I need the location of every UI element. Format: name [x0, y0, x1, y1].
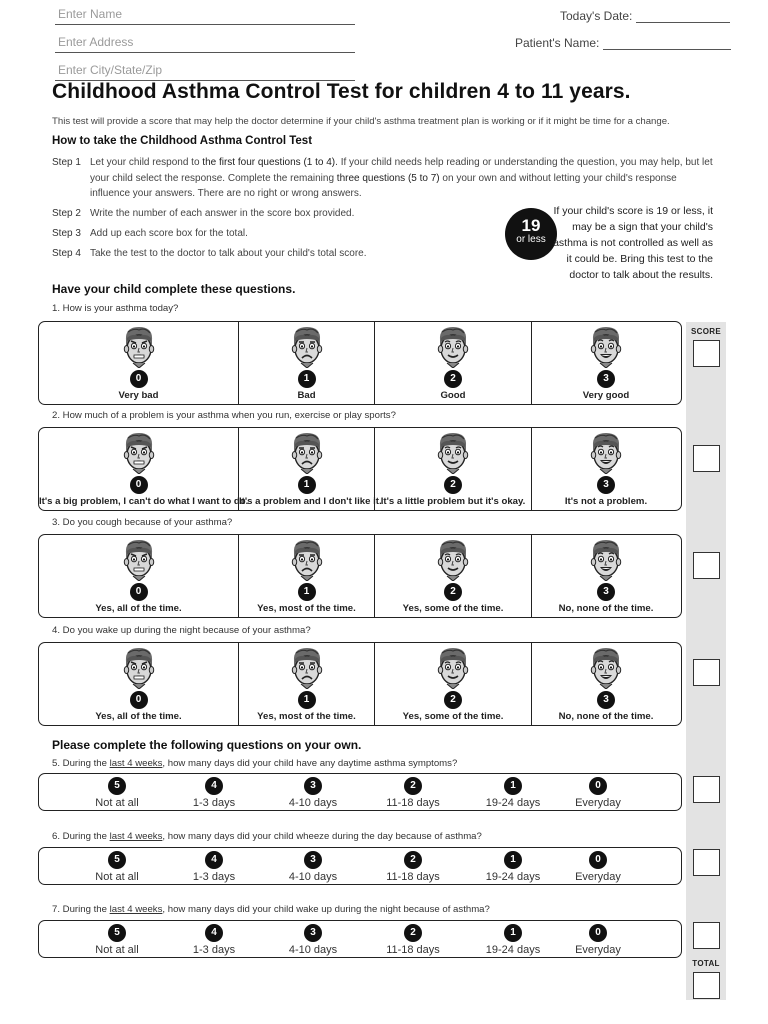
answer-option[interactable]	[532, 322, 680, 404]
answer-option[interactable]	[558, 851, 638, 883]
answer-score-number: 2	[404, 924, 422, 942]
answer-option[interactable]	[39, 535, 239, 617]
answer-option[interactable]	[558, 924, 638, 956]
answer-label: Yes, most of the time.	[257, 711, 356, 722]
answer-option[interactable]	[77, 924, 157, 956]
answer-score-number: 5	[108, 924, 126, 942]
step-3-label: Step 3	[52, 228, 81, 239]
answer-option[interactable]	[532, 428, 680, 510]
answer-score-number: 2	[444, 583, 462, 601]
answer-score-number: 1	[504, 924, 522, 942]
answer-option[interactable]	[239, 428, 382, 510]
total-score-box[interactable]	[693, 972, 720, 999]
answer-score-number: 2	[404, 851, 422, 869]
step-1	[52, 155, 716, 203]
score-box-q7[interactable]	[693, 922, 720, 949]
answer-label: 1-3 days	[192, 871, 236, 883]
answer-score-number: 5	[108, 777, 126, 795]
child-face-icon	[290, 430, 324, 474]
child-face-icon	[589, 645, 623, 689]
answer-option[interactable]	[174, 924, 254, 956]
answer-label: 11-18 days	[386, 944, 440, 956]
question-6-answers	[38, 847, 682, 885]
answer-label: 4-10 days	[288, 797, 338, 809]
score-box-q3[interactable]	[693, 552, 720, 579]
answer-label: It's a little problem but it's okay.	[380, 496, 526, 507]
answer-score-number: 1	[298, 476, 316, 494]
total-header: TOTAL	[692, 959, 720, 968]
child-face-icon	[122, 537, 156, 581]
score-box-q6[interactable]	[693, 849, 720, 876]
answer-option[interactable]	[532, 535, 680, 617]
answer-score-number: 0	[130, 583, 148, 601]
answer-score-number: 3	[597, 691, 615, 709]
answer-score-number: 3	[597, 583, 615, 601]
answer-option[interactable]	[373, 777, 453, 809]
answer-score-number: 0	[589, 924, 607, 942]
answer-label: Yes, some of the time.	[402, 711, 504, 722]
score-box-q2[interactable]	[693, 445, 720, 472]
answer-option[interactable]	[77, 851, 157, 883]
question-4-answers	[38, 642, 682, 726]
step-3-text: Add up each score box for the total.	[90, 228, 248, 239]
howto-title: How to take the Childhood Asthma Control Test	[52, 135, 313, 147]
answer-score-number: 3	[597, 476, 615, 494]
answer-score-number: 2	[404, 777, 422, 795]
child-face-icon	[436, 537, 470, 581]
patient-name-input[interactable]	[603, 36, 731, 50]
answer-option[interactable]	[239, 643, 375, 725]
answer-option[interactable]	[473, 777, 553, 809]
answer-score-number: 3	[304, 777, 322, 795]
child-face-icon	[122, 645, 156, 689]
question-2-label: 2. How much of a problem is your asthma when you run, exercise or play sports?	[52, 410, 396, 421]
answer-label: It's a problem and I don't like it.	[239, 496, 382, 507]
question-1-label: 1. How is your asthma today?	[52, 303, 179, 314]
answer-option[interactable]	[239, 322, 375, 404]
answer-option[interactable]	[558, 777, 638, 809]
todays-date-label: Today's Date:	[560, 9, 633, 23]
step-2-label: Step 2	[52, 208, 81, 219]
child-face-icon	[436, 324, 470, 368]
step-3	[52, 226, 512, 242]
answer-score-number: 0	[130, 476, 148, 494]
answer-option[interactable]	[174, 777, 254, 809]
question-3-label: 3. Do you cough because of your asthma?	[52, 517, 233, 528]
question-5-label: 5. During the last 4 weeks, how many days did your child have any daytime asthma symptoms?	[52, 758, 458, 769]
answer-label: 1-3 days	[192, 944, 236, 956]
child-face-icon	[290, 645, 324, 689]
answer-option[interactable]	[77, 777, 157, 809]
answer-score-number: 4	[205, 851, 223, 869]
answer-score-number: 0	[589, 777, 607, 795]
answer-label: Not at all	[95, 871, 139, 883]
answer-option[interactable]	[373, 851, 453, 883]
child-face-icon	[290, 537, 324, 581]
answer-option[interactable]	[473, 851, 553, 883]
answer-label: 4-10 days	[288, 944, 338, 956]
answer-option[interactable]	[273, 924, 353, 956]
answer-label: Everyday	[575, 871, 621, 883]
step-1-text: Let your child respond to the first four questions (1 to 4). If your child needs help reading or understanding the question, you may help, but let your child select the response. Complete the remaining three questions (5 to 7) on your own and without letting your child's response influence your answers. There are no right or wrong answers.	[90, 157, 713, 199]
answer-option[interactable]	[373, 924, 453, 956]
answer-option[interactable]	[39, 643, 239, 725]
answer-option[interactable]	[473, 924, 553, 956]
answer-score-number: 1	[298, 370, 316, 388]
address-field[interactable]	[55, 35, 355, 53]
step-1-label: Step 1	[52, 157, 81, 168]
answer-score-number: 4	[205, 777, 223, 795]
answer-label: Yes, some of the time.	[402, 603, 504, 614]
question-7-label: 7. During the last 4 weeks, how many days did your child wake up during the night because of asthma?	[52, 904, 490, 915]
answer-score-number: 1	[298, 691, 316, 709]
answer-option[interactable]	[375, 428, 532, 510]
answer-label: No, none of the time.	[558, 603, 654, 614]
child-face-icon	[122, 324, 156, 368]
answer-label: Bad	[297, 390, 316, 401]
answer-score-number: 4	[205, 924, 223, 942]
patient-name-field	[515, 36, 731, 50]
badge-text: or less	[516, 234, 546, 245]
answer-label: Good	[440, 390, 466, 401]
answer-label: Everyday	[575, 944, 621, 956]
child-face-icon	[122, 430, 156, 474]
answer-label: 19-24 days	[485, 871, 541, 883]
intro-text: This test will provide a score that may help the doctor determine if your child's asthma treatment plan is working or if it might be time for a change.	[52, 116, 670, 127]
answer-score-number: 3	[597, 370, 615, 388]
badge-note: If your child's score is 19 or less, it may be a sign that your child's asthma is not controlled as well as it could be. Bring this test to the doctor to talk about the results.	[553, 205, 713, 281]
answer-label: 1-3 days	[192, 797, 236, 809]
answer-label: 4-10 days	[288, 871, 338, 883]
answer-score-number: 5	[108, 851, 126, 869]
name-field[interactable]	[55, 7, 355, 25]
child-face-icon	[589, 430, 623, 474]
answer-label: 19-24 days	[485, 797, 541, 809]
answer-label: 19-24 days	[485, 944, 541, 956]
child-face-icon	[589, 537, 623, 581]
step-2	[52, 206, 512, 222]
answer-label: Very bad	[118, 390, 159, 401]
question-7-answers	[38, 920, 682, 958]
answer-option[interactable]	[273, 777, 353, 809]
question-5-answers	[38, 773, 682, 811]
address-input[interactable]	[58, 35, 355, 49]
answer-label: No, none of the time.	[558, 711, 654, 722]
question-6-label: 6. During the last 4 weeks, how many days did your child wheeze during the day because of asthma?	[52, 831, 482, 842]
answer-option[interactable]	[375, 643, 532, 725]
score-box-q5[interactable]	[693, 776, 720, 803]
answer-label: Yes, all of the time.	[95, 711, 182, 722]
answer-score-number: 1	[504, 851, 522, 869]
answer-label: Yes, all of the time.	[95, 603, 182, 614]
step-2-text: Write the number of each answer in the score box provided.	[90, 208, 355, 219]
answer-score-number: 3	[304, 851, 322, 869]
answer-score-number: 0	[589, 851, 607, 869]
score-box-q1[interactable]	[693, 340, 720, 367]
badge-number: 19	[521, 216, 541, 235]
answer-option[interactable]	[239, 535, 375, 617]
page-title: Childhood Asthma Control Test for children 4 to 11 years.	[52, 80, 631, 103]
city-field[interactable]	[55, 63, 355, 81]
child-face-icon	[436, 430, 470, 474]
answer-label: 11-18 days	[386, 871, 440, 883]
step-4-text: Take the test to the doctor to talk about your child's total score.	[90, 248, 367, 259]
answer-option[interactable]	[532, 643, 680, 725]
parent-section-title: Please complete the following questions on your own.	[52, 738, 362, 752]
name-input[interactable]	[58, 7, 355, 21]
answer-option[interactable]	[375, 535, 532, 617]
answer-label: Not at all	[95, 944, 139, 956]
question-2-answers	[38, 427, 682, 511]
answer-option[interactable]	[174, 851, 254, 883]
answer-option[interactable]	[273, 851, 353, 883]
answer-score-number: 0	[130, 691, 148, 709]
todays-date-input[interactable]	[636, 9, 730, 23]
question-1-answers	[38, 321, 682, 405]
child-face-icon	[589, 324, 623, 368]
answer-option[interactable]	[375, 322, 532, 404]
answer-label: Not at all	[95, 797, 139, 809]
answer-label: Very good	[582, 390, 630, 401]
answer-option[interactable]	[39, 322, 239, 404]
city-input[interactable]	[58, 63, 355, 77]
score-header: SCORE	[691, 327, 721, 336]
answer-score-number: 2	[444, 691, 462, 709]
answer-score-number: 1	[504, 777, 522, 795]
question-3-answers	[38, 534, 682, 618]
score-box-q4[interactable]	[693, 659, 720, 686]
answer-score-number: 3	[304, 924, 322, 942]
answer-label: Yes, most of the time.	[257, 603, 356, 614]
child-face-icon	[436, 645, 470, 689]
step-4	[52, 246, 512, 262]
answer-score-number: 0	[130, 370, 148, 388]
child-section-title: Have your child complete these questions.	[52, 282, 296, 296]
patient-name-label: Patient's Name:	[515, 36, 600, 50]
answer-label: Everyday	[575, 797, 621, 809]
child-face-icon	[290, 324, 324, 368]
question-4-label: 4. Do you wake up during the night because of your asthma?	[52, 625, 311, 636]
todays-date-field	[560, 9, 730, 23]
answer-label: 11-18 days	[386, 797, 440, 809]
answer-option[interactable]	[39, 428, 249, 510]
answer-label: It's a big problem, I can't do what I want to do.	[39, 496, 249, 507]
answer-score-number: 1	[298, 583, 316, 601]
answer-label: It's not a problem.	[564, 496, 648, 507]
answer-score-number: 2	[444, 476, 462, 494]
step-4-label: Step 4	[52, 248, 81, 259]
answer-score-number: 2	[444, 370, 462, 388]
